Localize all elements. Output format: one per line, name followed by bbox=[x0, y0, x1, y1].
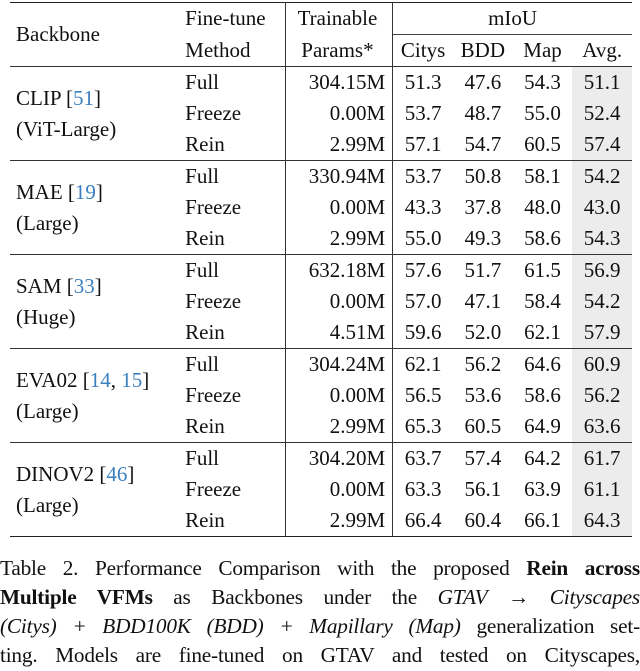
method-cell: Full bbox=[181, 443, 285, 475]
backbone-label: SAM bbox=[16, 273, 62, 298]
header-citys: Citys bbox=[393, 35, 453, 67]
backbone-cell bbox=[10, 349, 181, 443]
backbone-variant: (Large) bbox=[16, 492, 79, 517]
caption-line-2 bbox=[0, 583, 640, 612]
backbone-cell bbox=[10, 161, 181, 255]
citys-cell: 63.7 bbox=[393, 443, 453, 475]
params-cell: 0.00M bbox=[285, 98, 393, 129]
backbone-cell bbox=[10, 255, 181, 349]
citys-cell: 43.3 bbox=[404, 195, 442, 219]
caption-line-1 bbox=[0, 554, 640, 583]
header-bdd: BDD bbox=[453, 35, 513, 67]
citation-link[interactable]: 14 bbox=[89, 367, 111, 392]
caption-text: generalization set- bbox=[460, 614, 640, 638]
citys-cell: 62.1 bbox=[393, 349, 453, 381]
caption-italic: (Citys) + BDD100K (BDD) + Mapillary (Map) bbox=[0, 614, 461, 638]
header-params-line1: Trainable bbox=[285, 3, 393, 35]
citys-cell: 53.7 bbox=[393, 161, 453, 193]
avg-cell: 61.7 bbox=[572, 443, 632, 475]
backbone-name: MAE [19] bbox=[16, 179, 103, 204]
params-cell: 304.20M bbox=[285, 443, 393, 475]
avg-cell: 54.2 bbox=[572, 286, 632, 317]
method-cell: Full bbox=[181, 67, 285, 99]
caption-bold: Multiple VFMs bbox=[0, 585, 153, 609]
map-cell: 64.6 bbox=[513, 349, 573, 381]
caption-bold: Rein across bbox=[526, 556, 640, 580]
header-params-line2: Params* bbox=[285, 35, 393, 67]
citation-link[interactable]: 19 bbox=[74, 179, 96, 204]
backbone-variant: (Huge) bbox=[16, 304, 76, 329]
map-cell: 61.5 bbox=[513, 255, 573, 287]
citys-cell: 66.4 bbox=[404, 508, 442, 532]
method-cell: Rein bbox=[185, 320, 225, 344]
backbone-label: CLIP bbox=[16, 85, 61, 110]
bdd-cell: 53.6 bbox=[464, 383, 502, 407]
table-body bbox=[10, 67, 632, 537]
params-cell: 0.00M bbox=[285, 286, 393, 317]
caption-line-3 bbox=[0, 612, 640, 641]
avg-cell: 54.3 bbox=[572, 223, 632, 255]
bdd-cell: 51.7 bbox=[453, 255, 513, 287]
params-cell: 632.18M bbox=[285, 255, 393, 287]
bdd-cell: 37.8 bbox=[464, 195, 502, 219]
citys-cell: 57.6 bbox=[393, 255, 453, 287]
params-cell: 304.24M bbox=[285, 349, 393, 381]
caption-label: Table 2. bbox=[0, 556, 79, 580]
method-cell: Freeze bbox=[185, 477, 242, 501]
params-cell: 0.00M bbox=[285, 474, 393, 505]
map-cell: 48.0 bbox=[524, 195, 561, 219]
params-cell: 304.15M bbox=[285, 67, 393, 99]
avg-cell: 57.9 bbox=[572, 317, 632, 349]
table-row bbox=[10, 443, 632, 475]
params-cell: 2.99M bbox=[285, 411, 393, 443]
map-cell: 55.0 bbox=[524, 101, 561, 125]
avg-cell: 60.9 bbox=[572, 349, 632, 381]
bdd-cell: 56.1 bbox=[464, 477, 502, 501]
map-cell: 60.5 bbox=[524, 132, 561, 156]
backbone-cell bbox=[10, 443, 181, 537]
header-map: Map bbox=[513, 35, 573, 67]
backbone-label: DINOV2 bbox=[16, 461, 95, 486]
arrow-icon: → bbox=[487, 585, 550, 609]
citys-cell: 55.0 bbox=[404, 226, 442, 250]
table-caption bbox=[0, 554, 640, 670]
params-cell: 4.51M bbox=[285, 317, 393, 349]
bdd-cell: 56.2 bbox=[453, 349, 513, 381]
avg-cell: 63.6 bbox=[572, 411, 632, 443]
backbone-name: EVA02 [14, 15] bbox=[16, 367, 150, 392]
citation-link[interactable]: 33 bbox=[73, 273, 95, 298]
params-cell: 2.99M bbox=[285, 129, 393, 161]
citation-link[interactable]: 46 bbox=[106, 461, 128, 486]
bdd-cell: 60.5 bbox=[464, 414, 502, 438]
params-cell: 330.94M bbox=[285, 161, 393, 193]
backbone-label: EVA02 bbox=[16, 367, 78, 392]
method-cell: Freeze bbox=[185, 101, 242, 125]
map-cell: 58.4 bbox=[524, 289, 561, 313]
method-cell: Full bbox=[181, 349, 285, 381]
avg-cell: 54.2 bbox=[572, 161, 632, 193]
avg-cell: 57.4 bbox=[572, 129, 632, 161]
header-miou: mIoU bbox=[393, 3, 632, 35]
method-cell: Freeze bbox=[185, 289, 242, 313]
map-cell: 63.9 bbox=[524, 477, 561, 501]
citys-cell: 59.6 bbox=[404, 320, 442, 344]
map-cell: 64.2 bbox=[513, 443, 573, 475]
citys-cell: 51.3 bbox=[393, 67, 453, 99]
caption-line-4 bbox=[0, 641, 640, 670]
bdd-cell: 52.0 bbox=[464, 320, 502, 344]
table-row bbox=[10, 255, 632, 287]
bdd-cell: 57.4 bbox=[453, 443, 513, 475]
map-cell: 62.1 bbox=[524, 320, 561, 344]
citys-cell: 56.5 bbox=[404, 383, 442, 407]
bdd-cell: 50.8 bbox=[453, 161, 513, 193]
method-cell: Rein bbox=[185, 508, 225, 532]
citys-cell: 57.0 bbox=[404, 289, 442, 313]
header-method-line1: Fine-tune bbox=[185, 6, 266, 31]
results-table bbox=[10, 2, 632, 537]
method-cell: Rein bbox=[185, 226, 225, 250]
params-cell: 2.99M bbox=[285, 505, 393, 537]
bdd-cell: 49.3 bbox=[464, 226, 502, 250]
backbone-label: MAE bbox=[16, 179, 63, 204]
method-cell: Rein bbox=[185, 414, 225, 438]
map-cell: 58.6 bbox=[524, 226, 561, 250]
header-method-line2: Method bbox=[181, 35, 285, 67]
table-row bbox=[10, 67, 632, 99]
avg-cell: 56.2 bbox=[572, 380, 632, 411]
params-cell: 0.00M bbox=[285, 380, 393, 411]
avg-cell: 43.0 bbox=[572, 192, 632, 223]
citys-cell: 57.1 bbox=[404, 132, 442, 156]
backbone-variant: (Large) bbox=[16, 210, 79, 235]
bdd-cell: 47.1 bbox=[464, 289, 502, 313]
backbone-variant: (ViT-Large) bbox=[16, 116, 117, 141]
map-cell: 58.6 bbox=[524, 383, 561, 407]
header-avg: Avg. bbox=[572, 35, 632, 67]
method-cell: Freeze bbox=[185, 195, 242, 219]
caption-italic: GTAV bbox=[437, 585, 488, 609]
method-cell: Full bbox=[181, 255, 285, 287]
table-row bbox=[10, 349, 632, 381]
map-cell: 58.1 bbox=[513, 161, 573, 193]
params-cell: 0.00M bbox=[285, 192, 393, 223]
backbone-name: SAM [33] bbox=[16, 273, 102, 298]
citation-link[interactable]: 15 bbox=[121, 367, 143, 392]
backbone-variant: (Large) bbox=[16, 398, 79, 423]
caption-text: ting. Models are fine-tuned on GTAV and tested on Cityscapes, bbox=[0, 643, 640, 667]
caption-italic: Cityscapes bbox=[549, 585, 640, 609]
map-cell: 64.9 bbox=[524, 414, 561, 438]
citys-cell: 63.3 bbox=[404, 477, 442, 501]
citys-cell: 53.7 bbox=[404, 101, 442, 125]
avg-cell: 51.1 bbox=[572, 67, 632, 99]
caption-text: as Backbones under the bbox=[152, 585, 438, 609]
map-cell: 66.1 bbox=[524, 508, 561, 532]
avg-cell: 56.9 bbox=[572, 255, 632, 287]
bdd-cell: 47.6 bbox=[453, 67, 513, 99]
map-cell: 54.3 bbox=[513, 67, 573, 99]
method-cell: Full bbox=[181, 161, 285, 193]
bdd-cell: 48.7 bbox=[464, 101, 502, 125]
avg-cell: 64.3 bbox=[572, 505, 632, 537]
header-backbone: Backbone bbox=[16, 22, 100, 46]
backbone-name: CLIP [51] bbox=[16, 85, 101, 110]
params-cell: 2.99M bbox=[285, 223, 393, 255]
caption-text: Performance Comparison with the proposed bbox=[78, 556, 527, 580]
citation-link[interactable]: 51 bbox=[72, 85, 94, 110]
table-row bbox=[10, 161, 632, 193]
citys-cell: 65.3 bbox=[404, 414, 442, 438]
avg-cell: 61.1 bbox=[572, 474, 632, 505]
method-cell: Rein bbox=[185, 132, 225, 156]
method-cell: Freeze bbox=[185, 383, 242, 407]
bdd-cell: 54.7 bbox=[464, 132, 502, 156]
avg-cell: 52.4 bbox=[572, 98, 632, 129]
backbone-name: DINOV2 [46] bbox=[16, 461, 135, 486]
bdd-cell: 60.4 bbox=[464, 508, 502, 532]
backbone-cell bbox=[10, 67, 181, 161]
